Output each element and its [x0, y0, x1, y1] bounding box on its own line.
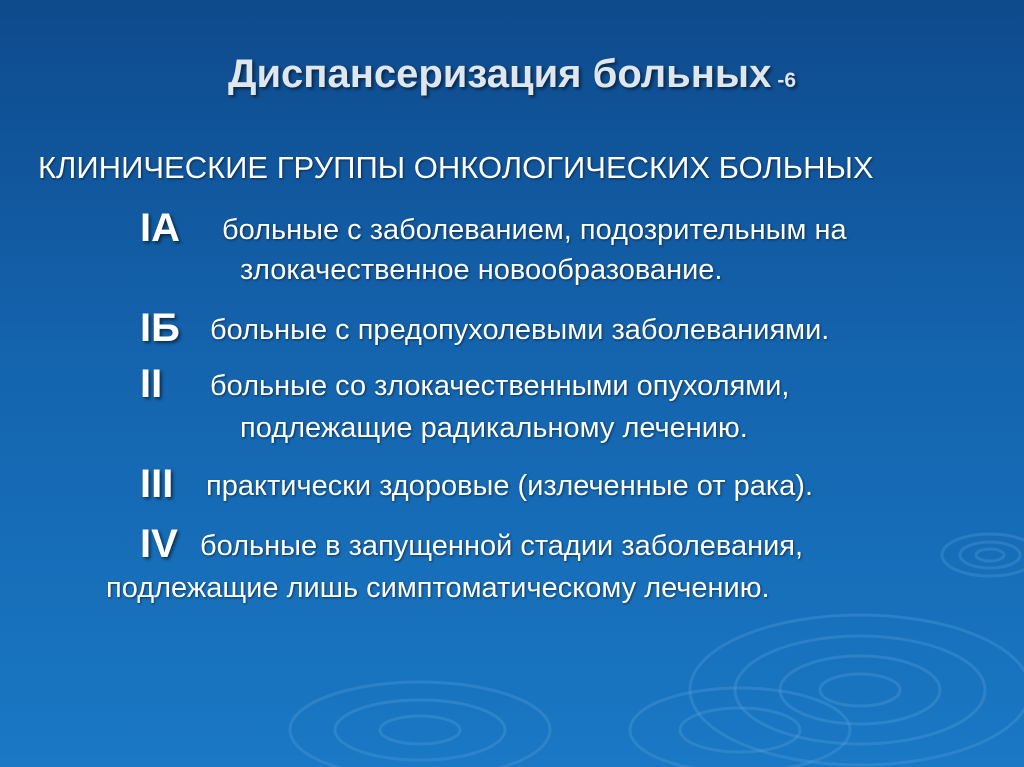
group-numeral-iii: III [140, 462, 174, 506]
group-ia-line-1: больные с заболеванием, подозрительным на [222, 214, 847, 246]
group-ib-line-1: больные с предопухолевыми заболеваниями. [210, 314, 830, 346]
group-numeral-ib: IБ [140, 306, 180, 350]
slide-title-suffix: -6 [777, 69, 797, 92]
group-numeral-ia: IА [140, 206, 180, 250]
slide-title-text: Диспансеризация больных [227, 52, 772, 96]
group-ii-line-2: подлежащие радикальному лечению. [240, 412, 748, 444]
group-ia-line-2: злокачественное новообразование. [240, 254, 723, 286]
section-heading: КЛИНИЧЕСКИЕ ГРУППЫ ОНКОЛОГИЧЕСКИХ БОЛЬНЫХ [38, 150, 874, 185]
group-iv-line-1: больные в запущенной стадии заболевания, [200, 530, 804, 562]
group-numeral-iv: IV [140, 522, 178, 566]
group-iii-line-1: практически здоровые (излеченные от рака). [206, 470, 814, 502]
group-numeral-ii: II [140, 362, 163, 406]
slide-title [0, 52, 1024, 97]
group-iv-line-2: подлежащие лишь симптоматическому лечению. [106, 572, 770, 604]
group-ii-line-1: больные со злокачественными опухолями, [210, 370, 790, 402]
